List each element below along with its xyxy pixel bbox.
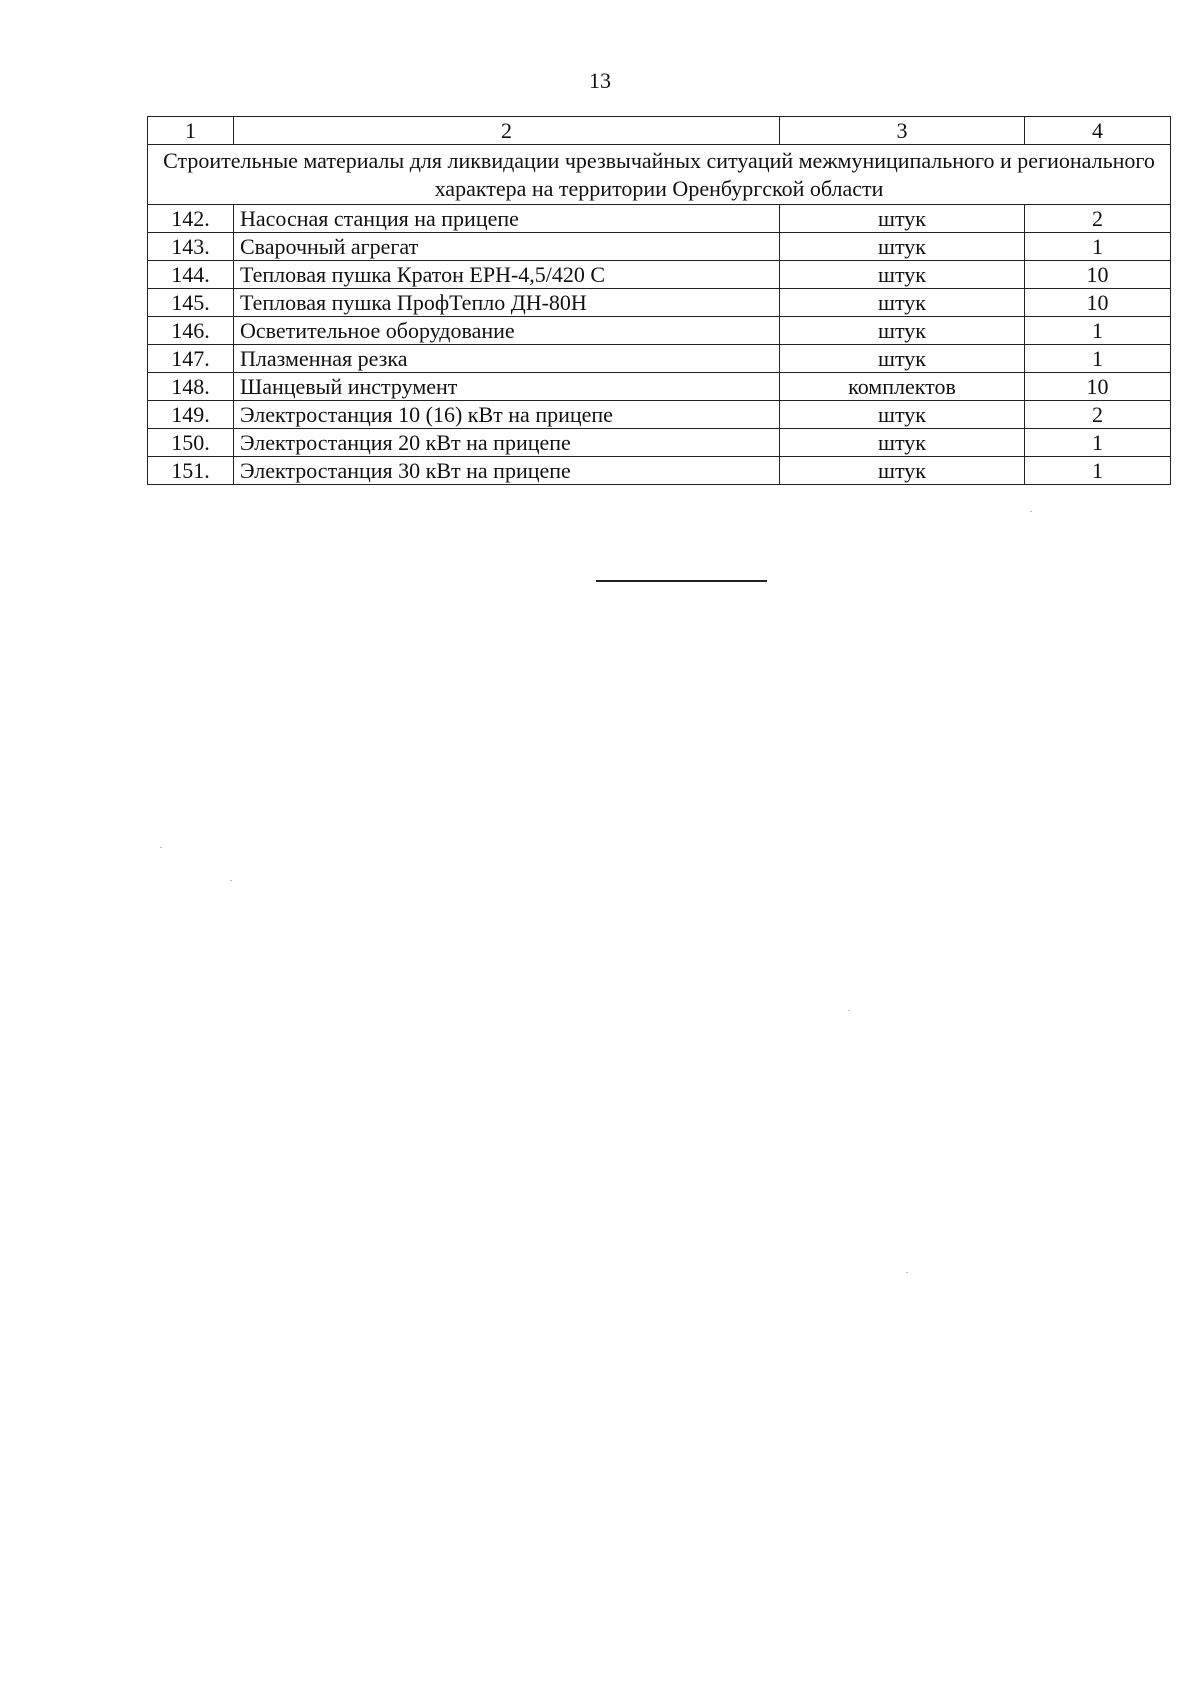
item-unit: штук (780, 261, 1025, 289)
row-number: 151. (148, 457, 234, 485)
section-title-row (148, 145, 1171, 205)
item-quantity: 1 (1025, 429, 1171, 457)
table-row (148, 317, 1171, 345)
table-row (148, 205, 1171, 233)
table-row (148, 261, 1171, 289)
section-title: Строительные материалы для ликвидации чрезвычайных ситуаций межмуниципального и регионального характера на территории Оренбургской области (148, 145, 1171, 205)
row-number: 149. (148, 401, 234, 429)
item-name: Осветительное оборудование (234, 317, 780, 345)
item-name: Электростанция 30 кВт на прицепе (234, 457, 780, 485)
item-quantity: 2 (1025, 205, 1171, 233)
row-number: 146. (148, 317, 234, 345)
item-name: Насосная станция на прицепе (234, 205, 780, 233)
item-quantity: 1 (1025, 457, 1171, 485)
scan-speck (906, 1272, 908, 1273)
end-of-document-rule (596, 580, 767, 582)
row-number: 142. (148, 205, 234, 233)
column-number-4: 4 (1025, 117, 1171, 145)
resources-table (147, 116, 1171, 485)
table-row (148, 289, 1171, 317)
column-number-row (148, 117, 1171, 145)
row-number: 143. (148, 233, 234, 261)
scan-speck (160, 847, 162, 848)
table-row (148, 345, 1171, 373)
item-unit: штук (780, 317, 1025, 345)
table-row (148, 429, 1171, 457)
item-name: Шанцевый инструмент (234, 373, 780, 401)
item-name: Электростанция 20 кВт на прицепе (234, 429, 780, 457)
row-number: 148. (148, 373, 234, 401)
item-quantity: 2 (1025, 401, 1171, 429)
item-name: Тепловая пушка Кратон ЕРН-4,5/420 С (234, 261, 780, 289)
item-unit: штук (780, 457, 1025, 485)
item-name: Сварочный агрегат (234, 233, 780, 261)
item-unit: штук (780, 429, 1025, 457)
item-quantity: 1 (1025, 317, 1171, 345)
item-name: Плазменная резка (234, 345, 780, 373)
item-quantity: 1 (1025, 345, 1171, 373)
table-row (148, 457, 1171, 485)
item-quantity: 10 (1025, 261, 1171, 289)
item-unit: комплектов (780, 373, 1025, 401)
column-number-1: 1 (148, 117, 234, 145)
row-number: 144. (148, 261, 234, 289)
table-row (148, 401, 1171, 429)
table-row (148, 233, 1171, 261)
item-unit: штук (780, 401, 1025, 429)
item-name: Электростанция 10 (16) кВт на прицепе (234, 401, 780, 429)
page-number: 13 (589, 68, 611, 93)
column-number-3: 3 (780, 117, 1025, 145)
item-unit: штук (780, 233, 1025, 261)
item-name: Тепловая пушка ПрофТепло ДН-80Н (234, 289, 780, 317)
row-number: 145. (148, 289, 234, 317)
item-unit: штук (780, 289, 1025, 317)
item-unit: штук (780, 345, 1025, 373)
table-row (148, 373, 1171, 401)
item-quantity: 10 (1025, 289, 1171, 317)
scan-speck (848, 1010, 850, 1011)
item-quantity: 10 (1025, 373, 1171, 401)
item-unit: штук (780, 205, 1025, 233)
row-number: 150. (148, 429, 234, 457)
scan-speck (1030, 511, 1032, 512)
column-number-2: 2 (234, 117, 780, 145)
item-quantity: 1 (1025, 233, 1171, 261)
scan-speck (230, 880, 232, 881)
row-number: 147. (148, 345, 234, 373)
